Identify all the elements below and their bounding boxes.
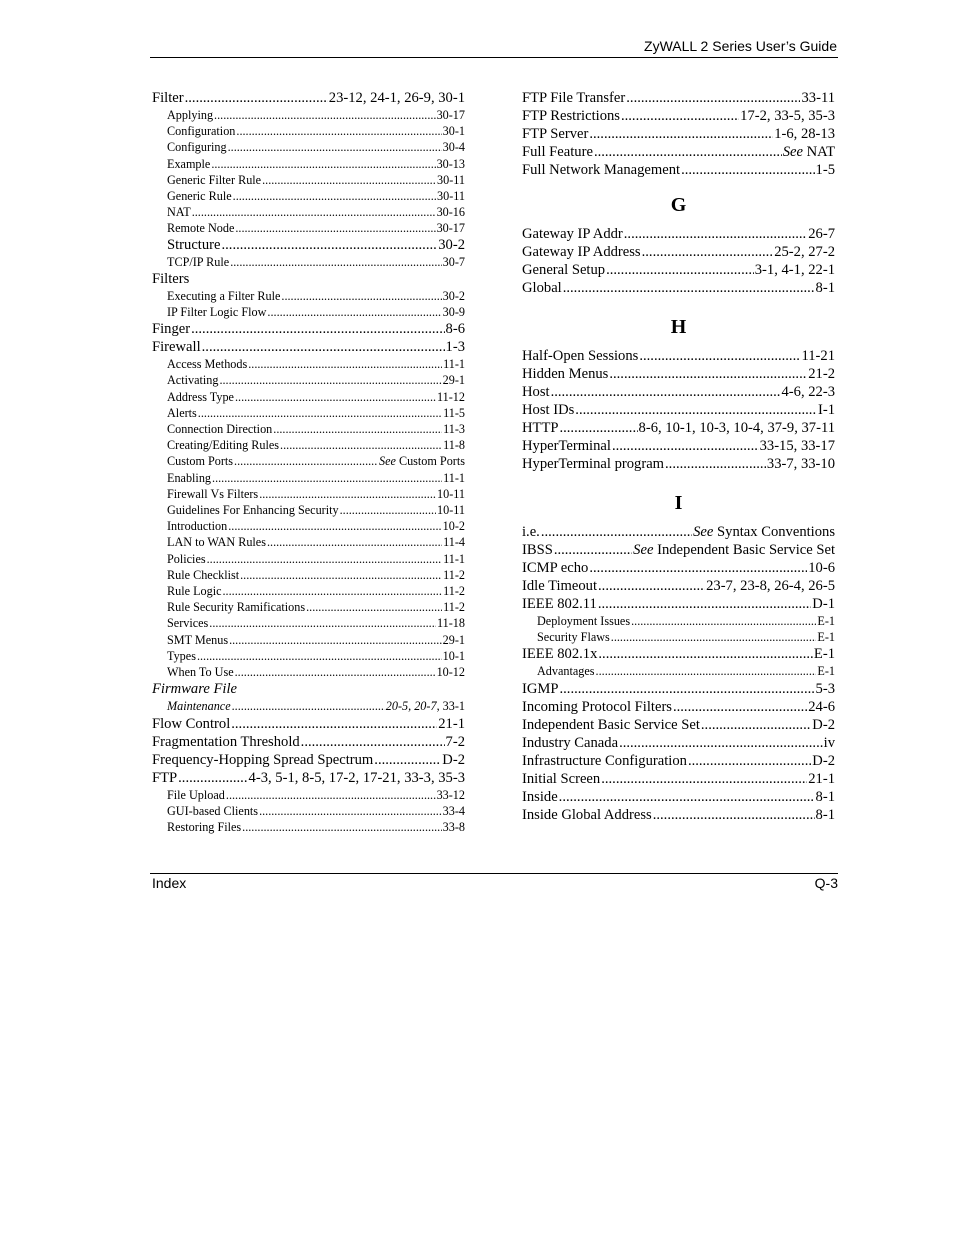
index-subentry: Configuring ..... 30-4	[152, 139, 465, 155]
header-rule	[150, 57, 838, 58]
index-subentry: Guidelines For Enhancing Security ..... 10-11	[152, 502, 465, 518]
index-entry: Global ..... 8-1	[522, 279, 835, 297]
index-subentry: Activating ..... 29-1	[152, 372, 465, 388]
index-subentry: Access Methods ..... 11-1	[152, 356, 465, 372]
index-entry: IEEE 802.1x ..... E-1	[522, 645, 835, 663]
index-subentry: Creating/Editing Rules ..... 11-8	[152, 437, 465, 453]
index-subentry: Policies ..... 11-1	[152, 551, 465, 567]
index-subentry: Services ..... 11-18	[152, 615, 465, 631]
index-entry: General Setup ..... 3-1, 4-1, 22-1	[522, 261, 835, 279]
index-subentry: Types ..... 10-1	[152, 648, 465, 664]
index-subentry: Rule Checklist ..... 11-2	[152, 567, 465, 583]
index-entry: IEEE 802.11 ..... D-1	[522, 595, 835, 613]
index-entry: Independent Basic Service Set ..... D-2	[522, 716, 835, 734]
index-entry: Inside Global Address ..... 8-1	[522, 806, 835, 824]
index-entry: Gateway IP Addr ..... 26-7	[522, 225, 835, 243]
index-entry: HyperTerminal ..... 33-15, 33-17	[522, 437, 835, 455]
index-entry: i.e. ..... See Syntax Conventions	[522, 523, 835, 541]
section-letter: H	[670, 316, 687, 338]
index-entry: Firewall ..... 1-3	[152, 338, 465, 356]
index-subentry: Firewall Vs Filters ..... 10-11	[152, 486, 465, 502]
section-letter: G	[670, 194, 687, 216]
section-letter: I	[674, 492, 683, 514]
index-entry: Industry Canada ..... iv	[522, 734, 835, 752]
index-subentry: When To Use ..... 10-12	[152, 664, 465, 680]
header-title: ZyWALL 2 Series User’s Guide	[644, 38, 837, 54]
index-subentry: Maintenance ..... 20-5, 20-7, 33-1	[152, 698, 465, 714]
index-subentry: NAT ..... 30-16	[152, 204, 465, 220]
index-subentry: Generic Filter Rule ..... 30-11	[152, 172, 465, 188]
index-subentry: File Upload ..... 33-12	[152, 787, 465, 803]
index-subentry: Security Flaws ..... E-1	[522, 629, 835, 645]
footer-page-number: Q-3	[814, 875, 838, 891]
index-subentry: Executing a Filter Rule ..... 30-2	[152, 288, 465, 304]
index-subentry: Example ..... 30-13	[152, 156, 465, 172]
index-subentry: Rule Security Ramifications ..... 11-2	[152, 599, 465, 615]
footer-rule	[150, 873, 838, 874]
index-subentry: GUI-based Clients ..... 33-4	[152, 803, 465, 819]
footer-section: Index	[152, 875, 187, 891]
index-entry: Hidden Menus ..... 21-2	[522, 365, 835, 383]
index-entry: Full Network Management ..... 1-5	[522, 161, 835, 179]
index-entry-heading: Filters	[152, 270, 190, 287]
index-entry: Gateway IP Address ..... 25-2, 27-2	[522, 243, 835, 261]
index-entry: Filter ..... 23-12, 24-1, 26-9, 30-1	[152, 89, 465, 107]
index-entry: Finger ..... 8-6	[152, 320, 465, 338]
index-entry: Idle Timeout ..... 23-7, 23-8, 26-4, 26-5	[522, 577, 835, 595]
index-entry: Frequency-Hopping Spread Spectrum ..... D-2	[152, 751, 465, 769]
index-entry: FTP File Transfer ..... 33-11	[522, 89, 835, 107]
index-entry: FTP Server ..... 1-6, 28-13	[522, 125, 835, 143]
index-entry: Initial Screen ..... 21-1	[522, 770, 835, 788]
index-entry: Fragmentation Threshold ..... 7-2	[152, 733, 465, 751]
index-subentry: Remote Node ..... 30-17	[152, 220, 465, 236]
index-entry: FTP ..... 4-3, 5-1, 8-5, 17-2, 17-21, 33-3, 35-3	[152, 769, 465, 787]
index-subentry: Configuration ..... 30-1	[152, 123, 465, 139]
index-entry: Half-Open Sessions ..... 11-21	[522, 347, 835, 365]
index-subentry: LAN to WAN Rules ..... 11-4	[152, 534, 465, 550]
index-left-column	[152, 89, 465, 835]
index-entry: Incoming Protocol Filters ..... 24-6	[522, 698, 835, 716]
index-subentry: TCP/IP Rule ..... 30-7	[152, 254, 465, 270]
index-subentry: Restoring Files ..... 33-8	[152, 819, 465, 835]
index-subentry: Custom Ports ..... See Custom Ports	[152, 453, 465, 469]
index-subentry: Applying ..... 30-17	[152, 107, 465, 123]
index-entry: HyperTerminal program ..... 33-7, 33-10	[522, 455, 835, 473]
index-entry-heading: Firmware File	[152, 681, 237, 698]
index-entry: Infrastructure Configuration ..... D-2	[522, 752, 835, 770]
index-right-column	[522, 89, 835, 824]
index-subentry: Alerts ..... 11-5	[152, 405, 465, 421]
index-entry: ICMP echo ..... 10-6	[522, 559, 835, 577]
index-entry: Inside ..... 8-1	[522, 788, 835, 806]
index-subentry: Generic Rule ..... 30-11	[152, 188, 465, 204]
index-entry: HTTP ..... 8-6, 10-1, 10-3, 10-4, 37-9, 37-11	[522, 419, 835, 437]
index-subentry: Enabling ..... 11-1	[152, 470, 465, 486]
index-entry: Full Feature ..... See NAT	[522, 143, 835, 161]
index-entry: Host ..... 4-6, 22-3	[522, 383, 835, 401]
index-entry: IGMP ..... 5-3	[522, 680, 835, 698]
index-subentry: Advantages ..... E-1	[522, 663, 835, 679]
index-subentry: Rule Logic ..... 11-2	[152, 583, 465, 599]
index-subentry: IP Filter Logic Flow ..... 30-9	[152, 304, 465, 320]
index-entry: Host IDs ..... I-1	[522, 401, 835, 419]
index-entry: FTP Restrictions ..... 17-2, 33-5, 35-3	[522, 107, 835, 125]
index-subentry: Connection Direction ..... 11-3	[152, 421, 465, 437]
index-subentry: Structure ..... 30-2	[152, 237, 465, 254]
index-subentry: Address Type ..... 11-12	[152, 389, 465, 405]
index-subentry: Deployment Issues ..... E-1	[522, 613, 835, 629]
index-entry: Flow Control ..... 21-1	[152, 715, 465, 733]
index-subentry: Introduction ..... 10-2	[152, 518, 465, 534]
index-subentry: SMT Menus ..... 29-1	[152, 632, 465, 648]
index-entry: IBSS ..... See Independent Basic Service Set	[522, 541, 835, 559]
